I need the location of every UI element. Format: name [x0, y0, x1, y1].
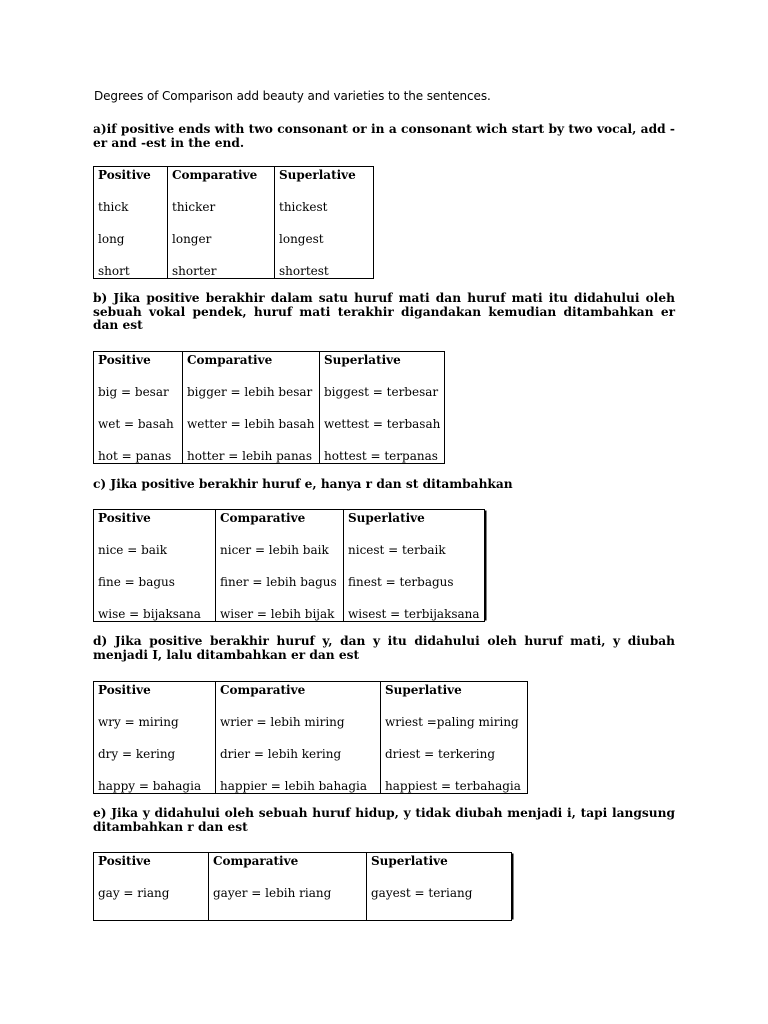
- table-cell: dry = kering: [98, 747, 176, 761]
- positive-column: [94, 682, 216, 794]
- table-cell: long: [98, 232, 125, 246]
- table-cell: wrier = lebih miring: [220, 715, 345, 729]
- table-cell: shortest: [279, 264, 329, 278]
- table-row: [94, 352, 445, 464]
- table-cell: nice = baik: [98, 543, 168, 557]
- table-cell: hottest = terpanas: [324, 449, 438, 463]
- section-e-table: [93, 852, 512, 921]
- comparative-column: [209, 853, 367, 921]
- comparative-header: Comparative: [220, 511, 306, 525]
- table-cell: thicker: [172, 200, 216, 214]
- table-cell: bigger = lebih besar: [187, 385, 313, 399]
- table-row: [94, 510, 485, 622]
- table-cell: happiest = terbahagia: [385, 779, 521, 793]
- comparative-header: Comparative: [187, 353, 273, 367]
- superlative-column: [381, 682, 528, 794]
- section-d-heading: d) Jika positive berakhir huruf y, dan y itu didahului oleh huruf mati, y diubah menjadi I, lalu ditambahkan er dan est: [93, 634, 675, 662]
- superlative-header: Superlative: [385, 683, 462, 697]
- positive-header: Positive: [98, 683, 151, 697]
- comparative-column: [216, 510, 344, 622]
- positive-header: Positive: [98, 511, 151, 525]
- table-cell: longer: [172, 232, 212, 246]
- table-cell: short: [98, 264, 130, 278]
- table-cell: biggest = terbesar: [324, 385, 439, 399]
- table-cell: wisest = terbijaksana: [348, 607, 480, 621]
- positive-column: [94, 167, 168, 279]
- superlative-column: [275, 167, 374, 279]
- table-cell: gay = riang: [98, 886, 170, 900]
- comparative-column: [183, 352, 320, 464]
- table-cell: wetter = lebih basah: [187, 417, 315, 431]
- table-cell: happier = lebih bahagia: [220, 779, 367, 793]
- table-cell: fine = bagus: [98, 575, 175, 589]
- positive-column: [94, 510, 216, 622]
- comparative-header: Comparative: [172, 168, 258, 182]
- superlative-column: [320, 352, 445, 464]
- section-d-table: [93, 681, 528, 794]
- table-cell: wriest =paling miring: [385, 715, 519, 729]
- table-row: [94, 853, 512, 921]
- positive-header: Positive: [98, 854, 151, 868]
- table-cell: gayest = teriang: [371, 886, 473, 900]
- positive-column: [94, 853, 209, 921]
- superlative-header: Superlative: [324, 353, 401, 367]
- table-cell: wet = basah: [98, 417, 174, 431]
- table-cell: longest: [279, 232, 324, 246]
- intro-text: Degrees of Comparison add beauty and varieties to the sentences.: [94, 89, 491, 103]
- table-cell: gayer = lebih riang: [213, 886, 332, 900]
- superlative-column: [367, 853, 512, 921]
- table-cell: wiser = lebih bijak: [220, 607, 335, 621]
- positive-column: [94, 352, 183, 464]
- superlative-header: Superlative: [279, 168, 356, 182]
- table-cell: driest = terkering: [385, 747, 496, 761]
- positive-header: Positive: [98, 168, 151, 182]
- section-c-table: [93, 509, 485, 622]
- table-cell: thick: [98, 200, 129, 214]
- section-b-heading: b) Jika positive berakhir dalam satu huruf mati dan huruf mati itu didahului oleh sebuah vokal pendek, huruf mati terakhir digandakan kemudian ditambahkan er dan est: [93, 291, 675, 332]
- section-b-table: [93, 351, 445, 464]
- table-cell: wettest = terbasah: [324, 417, 441, 431]
- table-cell: shorter: [172, 264, 217, 278]
- table-cell: nicest = terbaik: [348, 543, 446, 557]
- section-a-table: [93, 166, 374, 279]
- positive-header: Positive: [98, 353, 151, 367]
- table-cell: happy = bahagia: [98, 779, 202, 793]
- table-row: [94, 682, 528, 794]
- section-e-heading: e) Jika y didahului oleh sebuah huruf hidup, y tidak diubah menjadi i, tapi langsung ditambahkan r dan est: [93, 806, 675, 834]
- table-cell: thickest: [279, 200, 328, 214]
- table-cell: drier = lebih kering: [220, 747, 342, 761]
- section-a-heading: a)if positive ends with two consonant or in a consonant wich start by two vocal, add -er and -est in the end.: [93, 122, 675, 150]
- section-c-heading: c) Jika positive berakhir huruf e, hanya r dan st ditambahkan: [93, 477, 513, 491]
- table-cell: hot = panas: [98, 449, 172, 463]
- comparative-header: Comparative: [220, 683, 306, 697]
- comparative-column: [168, 167, 275, 279]
- superlative-column: [344, 510, 485, 622]
- comparative-column: [216, 682, 381, 794]
- table-cell: wry = miring: [98, 715, 179, 729]
- table-cell: wise = bijaksana: [98, 607, 201, 621]
- table-cell: finest = terbagus: [348, 575, 454, 589]
- table-cell: hotter = lebih panas: [187, 449, 312, 463]
- table-row: [94, 167, 374, 279]
- table-cell: nicer = lebih baik: [220, 543, 329, 557]
- superlative-header: Superlative: [348, 511, 425, 525]
- table-cell: finer = lebih bagus: [220, 575, 337, 589]
- comparative-header: Comparative: [213, 854, 299, 868]
- superlative-header: Superlative: [371, 854, 448, 868]
- table-cell: big = besar: [98, 385, 169, 399]
